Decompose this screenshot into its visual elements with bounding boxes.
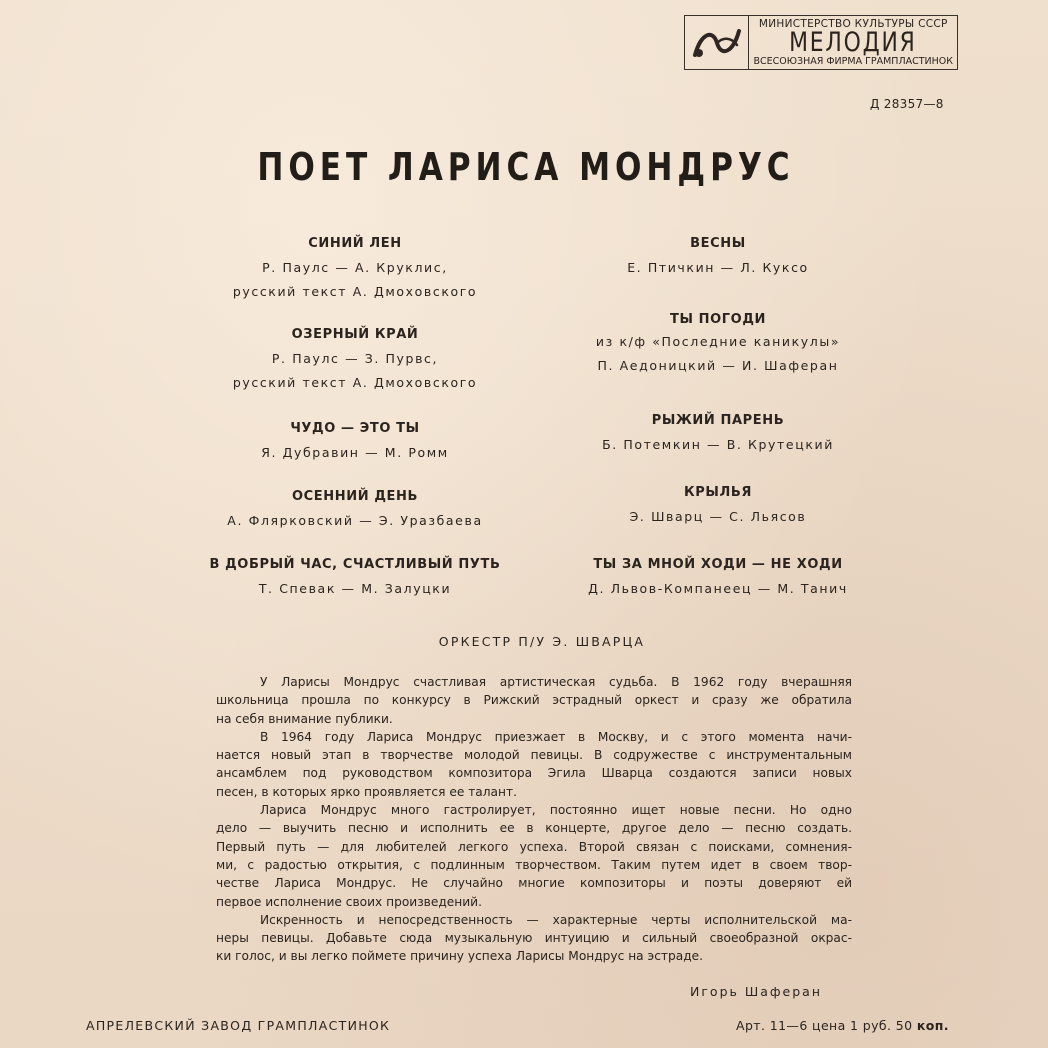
track-credit: Я. Дубравин — М. Ромм	[261, 445, 449, 460]
price-article: Арт. 11—6 цена 1 руб. 50	[736, 1018, 913, 1033]
track-credit: Б. Потемкин — В. Крутецкий	[602, 437, 834, 452]
liner-notes-line: Лариса Мондрус много гастролирует, постоянно ищет новые песни. Но одно	[260, 803, 852, 818]
liner-notes-line: школьница прошла по конкурсу в Рижский эстрадный оркест и сразу же обратила	[216, 693, 852, 708]
track-credit: русский текст А. Дмоховского	[232, 375, 478, 390]
liner-notes-line: У Ларисы Мондрус счастливая артистическая судьба. В 1962 году вчерашняя	[260, 675, 852, 689]
melodiya-wordmark	[749, 16, 957, 69]
track-item	[200, 557, 510, 596]
track-item	[548, 413, 888, 452]
track-title: ОСЕННИЙ ДЕНЬ	[292, 489, 418, 504]
track-item	[548, 557, 888, 596]
track-item	[548, 485, 888, 524]
liner-notes-line: нается новый этап в творчестве молодой певицы. В содружестве с инструментальным	[216, 748, 852, 763]
liner-notes-line: ми, с радостью открытия, с подлинным творчеством. Таким путем идет в своем твор-	[216, 857, 852, 872]
album-title: ПОЕТ ЛАРИСА МОНДРУС	[257, 145, 795, 189]
track-credit: Е. Птичкин — Л. Куксо	[627, 260, 809, 275]
liner-notes-line: Первый путь — для любителей легкого успеха. Второй связан с поисками, сомнения-	[216, 839, 852, 854]
liner-notes-line: первое исполнение своих произведений.	[216, 894, 482, 909]
track-credit: русский текст А. Дмоховского	[232, 284, 478, 299]
liner-notes-line: Искренность и непосредственность — характерные черты исполнительской ма-	[260, 912, 852, 927]
track-title: В ДОБРЫЙ ЧАС, СЧАСТЛИВЫЙ ПУТЬ	[209, 557, 501, 572]
factory-name: АПРЕЛЕВСКИЙ ЗАВОД ГРАМПЛАСТИНОК	[86, 1018, 391, 1033]
track-credit: Д. Львов-Компанеец — М. Танич	[588, 581, 848, 596]
melodiya-logo	[684, 15, 958, 70]
track-title: ТЫ ПОГОДИ	[670, 312, 766, 327]
logo-brand-text: МЕЛОДИЯ	[789, 27, 918, 58]
track-item	[200, 327, 510, 390]
melodiya-emblem-icon	[685, 16, 749, 69]
track-title: СИНИЙ ЛЕН	[308, 236, 402, 251]
price-info	[736, 1018, 949, 1033]
price-kop: коп.	[916, 1018, 949, 1033]
track-credit: из к/ф «Последние каникулы»	[595, 334, 841, 349]
track-credit: Т. Спевак — М. Залуцки	[258, 581, 452, 596]
track-credit: Р. Паулс — З. Пурвс,	[271, 351, 439, 366]
logo-firm-text: ВСЕСОЮЗНАЯ ФИРМА ГРАМПЛАСТИНОК	[753, 56, 953, 67]
liner-notes-line: ки голос, и вы легко поймете причину успеха Ларисы Мондрус на эстраде.	[216, 949, 703, 964]
liner-notes-line: неры певицы. Добавьте сюда музыкальную интуицию и сильный своеобразной окрас-	[216, 931, 852, 946]
liner-notes	[216, 673, 852, 966]
logo-ministry-text: МИНИСТЕРСТВО КУЛЬТУРЫ СССР	[758, 18, 948, 30]
track-title: ОЗЕРНЫЙ КРАЙ	[291, 327, 419, 342]
track-item	[200, 489, 510, 528]
track-title: РЫЖИЙ ПАРЕНЬ	[651, 413, 785, 428]
track-credit: А. Флярковский — Э. Уразбаева	[227, 513, 483, 528]
liner-notes-author: Игорь Шаферан	[690, 984, 823, 999]
liner-notes-line: честве Лариса Мондрус. Не случайно многие композиторы и поэты доверяют ей	[216, 876, 852, 891]
track-item	[548, 312, 888, 373]
liner-notes-line: песен, в которых ярко проявляется ее талант.	[216, 784, 517, 799]
track-credit: П. Аедоницкий — И. Шаферан	[597, 358, 839, 373]
track-item	[548, 236, 888, 275]
liner-notes-line: на себя внимание публики.	[216, 711, 393, 726]
track-item	[200, 236, 510, 299]
track-title: КРЫЛЬЯ	[684, 485, 752, 500]
liner-notes-line: дело — выучить песню и исполнить ее в концерте, другое дело — песню создать.	[216, 821, 852, 836]
liner-notes-line: В 1964 году Лариса Мондрус приезжает в Москву, и с этого момента начи-	[260, 729, 852, 744]
track-title: ЧУДО — ЭТО ТЫ	[290, 421, 420, 436]
track-title: ВЕСНЫ	[690, 236, 746, 251]
track-credit: Р. Паулс — А. Круклис,	[262, 260, 448, 275]
track-title: ТЫ ЗА МНОЙ ХОДИ — НЕ ХОДИ	[593, 557, 843, 572]
liner-notes-line: ансамблем под руководством композитора Эгила Шварца создаются записи новых	[216, 766, 852, 781]
track-credit: Э. Шварц — С. Льясов	[629, 509, 807, 524]
track-item	[200, 421, 510, 460]
orchestra-credit: ОРКЕСТР П/У Э. ШВАРЦА	[438, 634, 646, 649]
catalog-number: Д 28357—8	[870, 97, 944, 111]
